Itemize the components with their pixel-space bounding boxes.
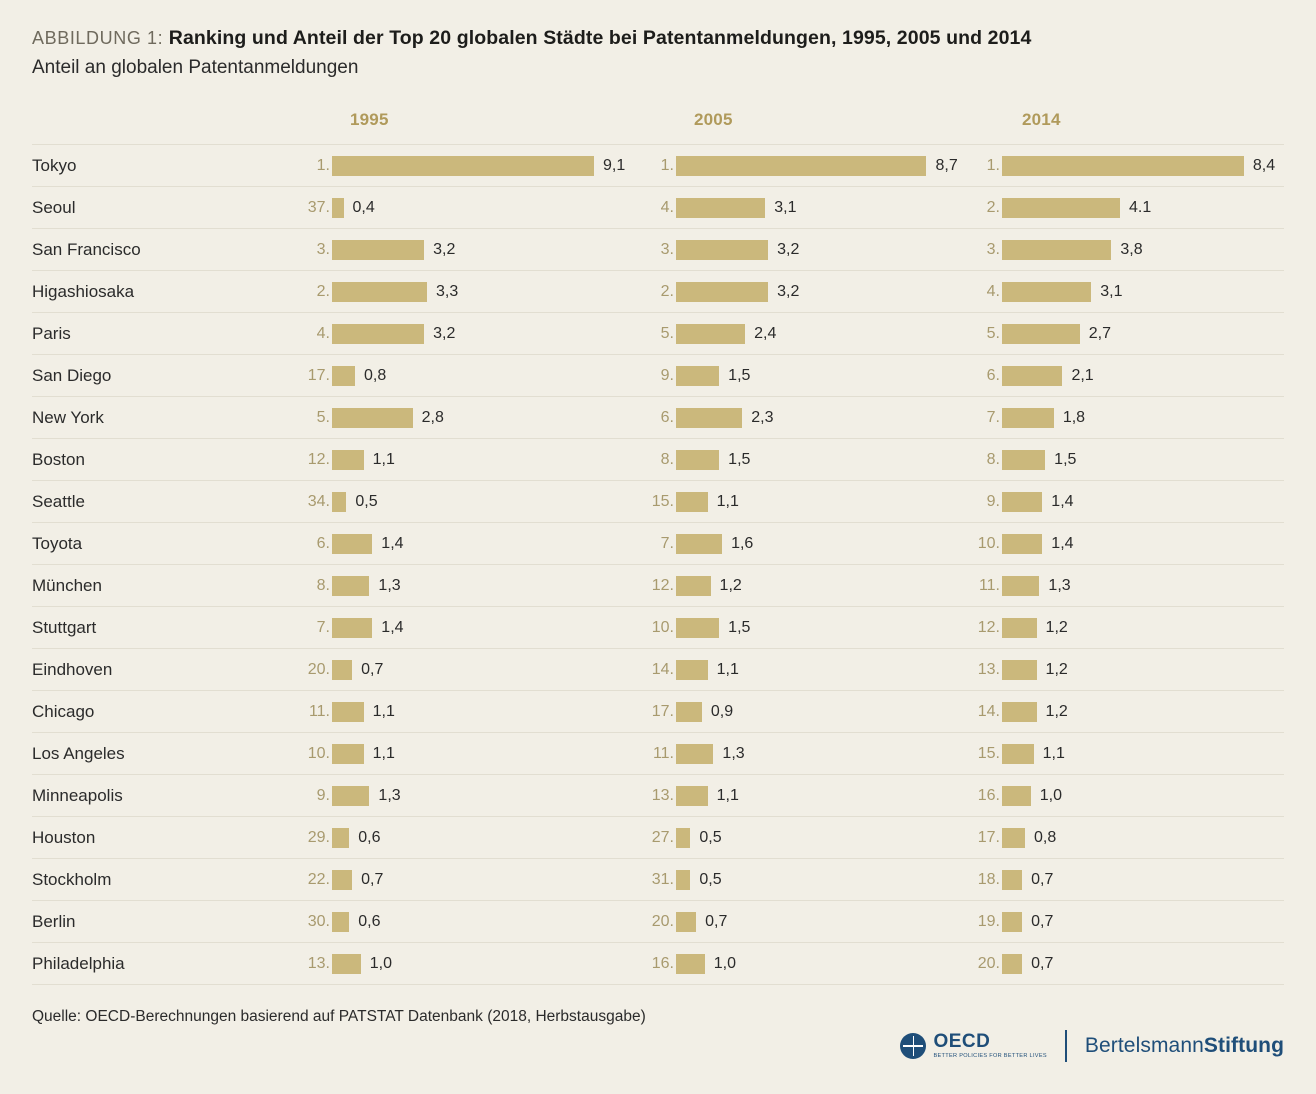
value-label: 1,8	[1062, 409, 1086, 426]
bar	[676, 366, 719, 386]
table-row	[32, 859, 1284, 901]
rank-label: 5.	[986, 325, 1000, 342]
city-label: Berlin	[32, 912, 76, 931]
rank-label: 2.	[316, 283, 330, 300]
value-label: 1,1	[1042, 745, 1065, 762]
value-label: 4.1	[1129, 199, 1152, 216]
rank-label: 20.	[977, 955, 1000, 972]
table-row	[32, 271, 1284, 313]
rank-label: 11.	[308, 703, 330, 720]
value-label: 2,4	[754, 325, 777, 342]
table-row	[32, 943, 1284, 985]
bar	[676, 870, 690, 890]
rank-label: 2.	[660, 283, 674, 300]
rank-label: 13.	[651, 787, 674, 804]
city-label: Boston	[32, 450, 85, 469]
value-label: 1,4	[1051, 535, 1074, 552]
city-label: New York	[32, 408, 104, 427]
rank-label: 34.	[307, 493, 330, 510]
value-label: 1,2	[1045, 703, 1068, 720]
bar	[676, 912, 696, 932]
bar	[1002, 534, 1042, 554]
bar	[676, 618, 719, 638]
table-row	[32, 187, 1284, 229]
value-label: 9,1	[603, 157, 626, 174]
table-row	[32, 481, 1284, 523]
city-label: Tokyo	[32, 156, 77, 175]
rank-label: 2.	[986, 199, 1000, 216]
bar	[332, 702, 364, 722]
rank-label: 7.	[660, 535, 674, 552]
bar	[332, 618, 372, 638]
bar	[332, 492, 346, 512]
table-row	[32, 733, 1284, 775]
bar	[676, 240, 768, 260]
value-label: 1,3	[378, 577, 401, 594]
rank-label: 7.	[986, 409, 1000, 426]
oecd-logo-text	[933, 1032, 1046, 1060]
value-label: 1,4	[381, 535, 404, 552]
bar	[1002, 660, 1037, 680]
value-label: 1,5	[1054, 451, 1077, 468]
oecd-logo	[900, 1032, 1046, 1060]
rank-label: 12.	[307, 451, 330, 468]
bar	[1002, 156, 1244, 176]
city-label: Stuttgart	[32, 618, 97, 637]
rank-label: 8.	[660, 451, 674, 468]
bar	[332, 282, 427, 302]
bar	[332, 870, 352, 890]
table-row	[32, 229, 1284, 271]
value-label: 3,2	[433, 241, 456, 258]
rank-label: 30.	[307, 913, 330, 930]
table-row	[32, 523, 1284, 565]
rank-label: 37.	[307, 199, 330, 216]
value-label: 1,4	[1051, 493, 1074, 510]
city-label: Seattle	[32, 492, 85, 511]
rank-label: 16.	[651, 955, 674, 972]
value-label: 1,1	[716, 661, 739, 678]
city-label: Chicago	[32, 702, 95, 721]
rank-label: 13.	[307, 955, 330, 972]
bar	[332, 912, 349, 932]
column-headers	[32, 110, 1284, 136]
bar	[1002, 240, 1111, 260]
bar	[676, 198, 765, 218]
rank-label: 8.	[316, 577, 330, 594]
column-header-1995: 1995	[350, 110, 389, 129]
value-label: 3,1	[774, 199, 797, 216]
rank-label: 9.	[986, 493, 1000, 510]
bar	[332, 828, 349, 848]
bar	[676, 786, 708, 806]
value-label: 3,2	[777, 283, 800, 300]
bertelsmann-logo-bold: Stiftung	[1203, 1034, 1284, 1057]
city-label: Philadelphia	[32, 954, 125, 973]
value-label: 3,2	[433, 325, 456, 342]
value-label: 0,8	[1034, 829, 1057, 846]
bar	[676, 156, 926, 176]
rank-label: 6.	[316, 535, 330, 552]
rank-label: 1.	[316, 157, 330, 174]
logo-divider	[1065, 1030, 1067, 1062]
bar	[1002, 786, 1031, 806]
bar	[676, 408, 742, 428]
value-label: 1,3	[722, 745, 745, 762]
city-label: San Diego	[32, 366, 112, 385]
rank-label: 29.	[307, 829, 330, 846]
column-header-2014: 2014	[1022, 110, 1061, 129]
city-label: Higashiosaka	[32, 282, 135, 301]
rank-label: 15.	[651, 493, 674, 510]
table-row	[32, 355, 1284, 397]
rank-label: 18.	[977, 871, 1000, 888]
table-row	[32, 649, 1284, 691]
globe-icon	[900, 1033, 926, 1059]
rank-label: 15.	[977, 745, 1000, 762]
table-row	[32, 397, 1284, 439]
bar	[1002, 618, 1037, 638]
rank-label: 1.	[986, 157, 1000, 174]
bar	[1002, 912, 1022, 932]
city-label: Houston	[32, 828, 96, 847]
source-note: Quelle: OECD-Berechnungen basierend auf PATSTAT Datenbank (2018, Herbstausgabe)	[32, 1008, 646, 1025]
bertelsmann-logo	[1085, 1034, 1284, 1058]
city-label: Toyota	[32, 534, 83, 553]
bar	[676, 828, 690, 848]
rank-label: 20.	[307, 661, 330, 678]
bar	[676, 576, 711, 596]
bar	[1002, 492, 1042, 512]
rank-label: 9.	[316, 787, 330, 804]
bar	[332, 744, 364, 764]
bar	[676, 450, 719, 470]
table-row	[32, 144, 1284, 187]
bar	[332, 198, 344, 218]
rank-label: 11.	[652, 745, 674, 762]
value-label: 2,8	[421, 409, 444, 426]
table-row	[32, 691, 1284, 733]
rank-label: 17.	[307, 367, 330, 384]
bar	[1002, 408, 1054, 428]
rank-label: 13.	[977, 661, 1000, 678]
rank-label: 10.	[307, 745, 330, 762]
bar	[676, 954, 705, 974]
rank-label: 4.	[316, 325, 330, 342]
bar	[1002, 870, 1022, 890]
bar	[332, 450, 364, 470]
bertelsmann-logo-light: Bertelsmann	[1084, 1034, 1204, 1057]
value-label: 1,5	[728, 619, 751, 636]
value-label: 2,3	[751, 409, 774, 426]
bar	[1002, 744, 1034, 764]
bar	[1002, 828, 1025, 848]
chart-area	[32, 110, 1284, 985]
rank-label: 1.	[660, 157, 674, 174]
rank-label: 7.	[316, 619, 330, 636]
value-label: 0,7	[1031, 913, 1054, 930]
bar	[676, 534, 722, 554]
value-label: 1,3	[378, 787, 401, 804]
value-label: 1,4	[381, 619, 404, 636]
rank-label: 17.	[651, 703, 674, 720]
city-label: San Francisco	[32, 240, 141, 259]
figure-title: Ranking und Anteil der Top 20 globalen Städte bei Patentanmeldungen, 1995, 2005 und 2014	[168, 27, 1032, 49]
figure-label: ABBILDUNG 1:	[32, 28, 164, 48]
bar	[332, 408, 413, 428]
bar	[676, 324, 745, 344]
rank-label: 6.	[660, 409, 674, 426]
value-label: 3,2	[777, 241, 800, 258]
table-row	[32, 439, 1284, 481]
logo-bar	[900, 1030, 1284, 1062]
table-row	[32, 775, 1284, 817]
value-label: 0,4	[352, 199, 375, 216]
value-label: 1,0	[713, 955, 737, 972]
rank-label: 3.	[660, 241, 674, 258]
rank-label: 16.	[977, 787, 1000, 804]
value-label: 3,8	[1120, 241, 1143, 258]
rank-label: 14.	[651, 661, 674, 678]
value-label: 0,6	[358, 829, 381, 846]
bar	[1002, 324, 1080, 344]
value-label: 3,1	[1100, 283, 1123, 300]
table-row	[32, 565, 1284, 607]
value-label: 1,1	[716, 787, 739, 804]
bar	[676, 492, 708, 512]
bar	[1002, 450, 1045, 470]
value-label: 1,6	[731, 535, 754, 552]
value-label: 8,7	[935, 157, 958, 174]
rank-label: 5.	[316, 409, 330, 426]
bar	[1002, 282, 1091, 302]
bar	[332, 954, 361, 974]
value-label: 1,1	[372, 745, 395, 762]
rank-label: 22.	[307, 871, 330, 888]
table-row	[32, 901, 1284, 943]
rank-label: 14.	[977, 703, 1000, 720]
rank-label: 4.	[660, 199, 674, 216]
city-label: München	[32, 576, 102, 595]
rank-label: 12.	[977, 619, 1000, 636]
city-label: Stockholm	[32, 870, 112, 889]
rank-label: 3.	[316, 241, 330, 258]
bar	[332, 576, 369, 596]
bar	[332, 240, 424, 260]
value-label: 1,1	[716, 493, 739, 510]
bar	[1002, 954, 1022, 974]
value-label: 0,7	[361, 871, 384, 888]
rank-label: 9.	[660, 367, 674, 384]
value-label: 0,6	[358, 913, 381, 930]
value-label: 1,3	[1048, 577, 1071, 594]
rank-label: 31.	[651, 871, 674, 888]
oecd-logo-name: OECD	[933, 1031, 991, 1053]
city-label: Minneapolis	[32, 786, 123, 805]
rank-label: 4.	[986, 283, 1000, 300]
value-label: 1,2	[719, 577, 742, 594]
value-label: 1,2	[1045, 619, 1068, 636]
chart-rows	[32, 144, 1284, 985]
page-title	[32, 24, 1284, 52]
value-label: 1,1	[372, 703, 395, 720]
city-label: Los Angeles	[32, 744, 125, 763]
bar	[332, 366, 355, 386]
bar	[332, 156, 594, 176]
rank-label: 12.	[651, 577, 674, 594]
bar	[1002, 198, 1120, 218]
value-label: 0,7	[361, 661, 384, 678]
value-label: 0,5	[699, 829, 722, 846]
bar	[1002, 702, 1037, 722]
rank-label: 11.	[978, 577, 1000, 594]
value-label: 3,3	[436, 283, 459, 300]
bar	[1002, 576, 1039, 596]
value-label: 0,7	[705, 913, 728, 930]
bar	[676, 282, 768, 302]
value-label: 2,1	[1071, 367, 1094, 384]
value-label: 2,7	[1088, 325, 1111, 342]
rank-label: 19.	[977, 913, 1000, 930]
rank-label: 17.	[977, 829, 1000, 846]
bar	[676, 702, 702, 722]
rank-label: 10.	[651, 619, 674, 636]
rank-label: 8.	[986, 451, 1000, 468]
figure-header	[32, 24, 1284, 82]
table-row	[32, 817, 1284, 859]
bar	[332, 660, 352, 680]
city-label: Eindhoven	[32, 660, 113, 679]
value-label: 8,4	[1252, 157, 1276, 174]
figure-subtitle: Anteil an globalen Patentanmeldungen	[32, 57, 359, 78]
value-label: 1,5	[728, 451, 751, 468]
value-label: 0,7	[1031, 955, 1054, 972]
table-row	[32, 607, 1284, 649]
rank-label: 3.	[986, 241, 1000, 258]
value-label: 0,5	[355, 493, 378, 510]
rank-label: 20.	[651, 913, 674, 930]
value-label: 1,5	[728, 367, 751, 384]
column-header-2005: 2005	[694, 110, 733, 129]
rank-label: 6.	[986, 367, 1000, 384]
value-label: 1,1	[372, 451, 395, 468]
bar	[332, 324, 424, 344]
rank-label: 5.	[660, 325, 674, 342]
value-label: 0,7	[1031, 871, 1054, 888]
table-row	[32, 313, 1284, 355]
bar	[676, 744, 713, 764]
rank-label: 27.	[651, 829, 674, 846]
bar	[332, 534, 372, 554]
rank-label: 10.	[977, 535, 1000, 552]
value-label: 0,9	[710, 703, 734, 720]
city-label: Seoul	[32, 198, 76, 217]
value-label: 1,0	[369, 955, 393, 972]
bar	[332, 786, 369, 806]
value-label: 0,8	[364, 367, 387, 384]
value-label: 1,2	[1045, 661, 1068, 678]
oecd-logo-tagline: BETTER POLICIES FOR BETTER LIVES	[933, 1053, 1047, 1060]
bar	[676, 660, 708, 680]
value-label: 0,5	[699, 871, 722, 888]
value-label: 1,0	[1039, 787, 1063, 804]
bar	[1002, 366, 1062, 386]
city-label: Paris	[32, 324, 71, 343]
